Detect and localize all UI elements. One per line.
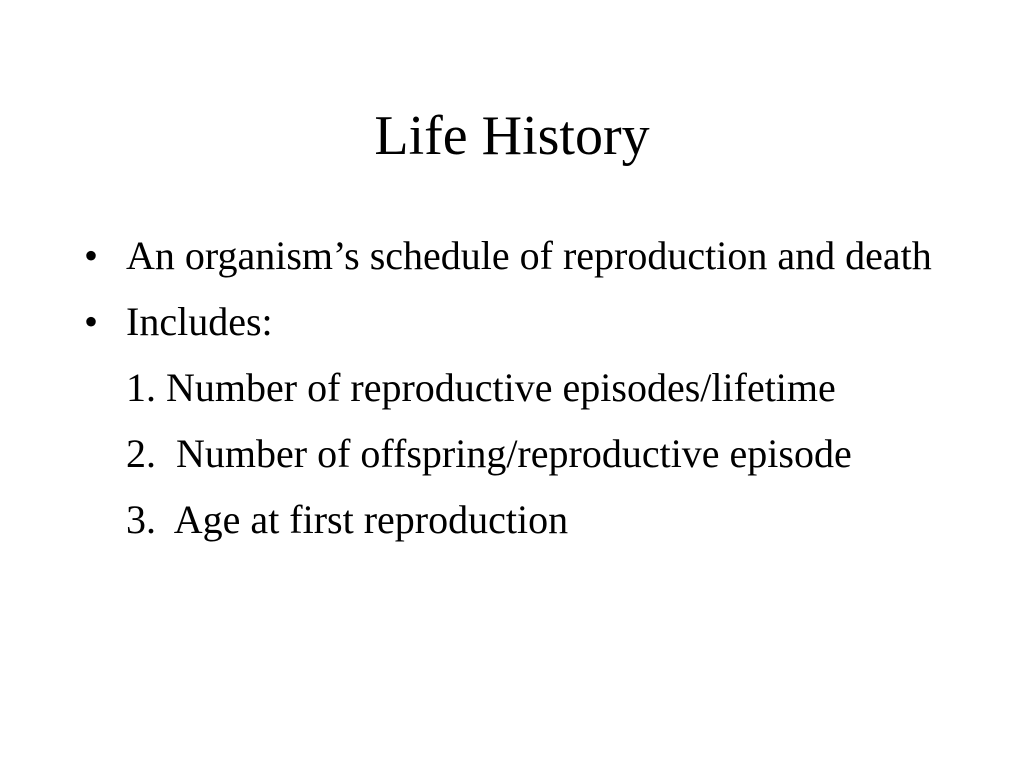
bullet-text: Includes:	[126, 299, 273, 344]
slide-title: Life History	[374, 105, 650, 167]
bullet-text: An organism’s schedule of reproduction and death	[126, 233, 932, 278]
bullet-item	[84, 296, 964, 348]
numbered-item: 3. Age at first reproduction	[126, 497, 569, 542]
bullet-item	[84, 230, 964, 282]
bullet-marker: •	[84, 233, 99, 278]
slide-body	[84, 230, 964, 560]
numbered-item: 1. Number of reproductive episodes/lifetime	[126, 365, 836, 410]
bullet-marker: •	[84, 299, 99, 344]
numbered-item: 2. Number of offspring/reproductive episode	[126, 431, 852, 476]
